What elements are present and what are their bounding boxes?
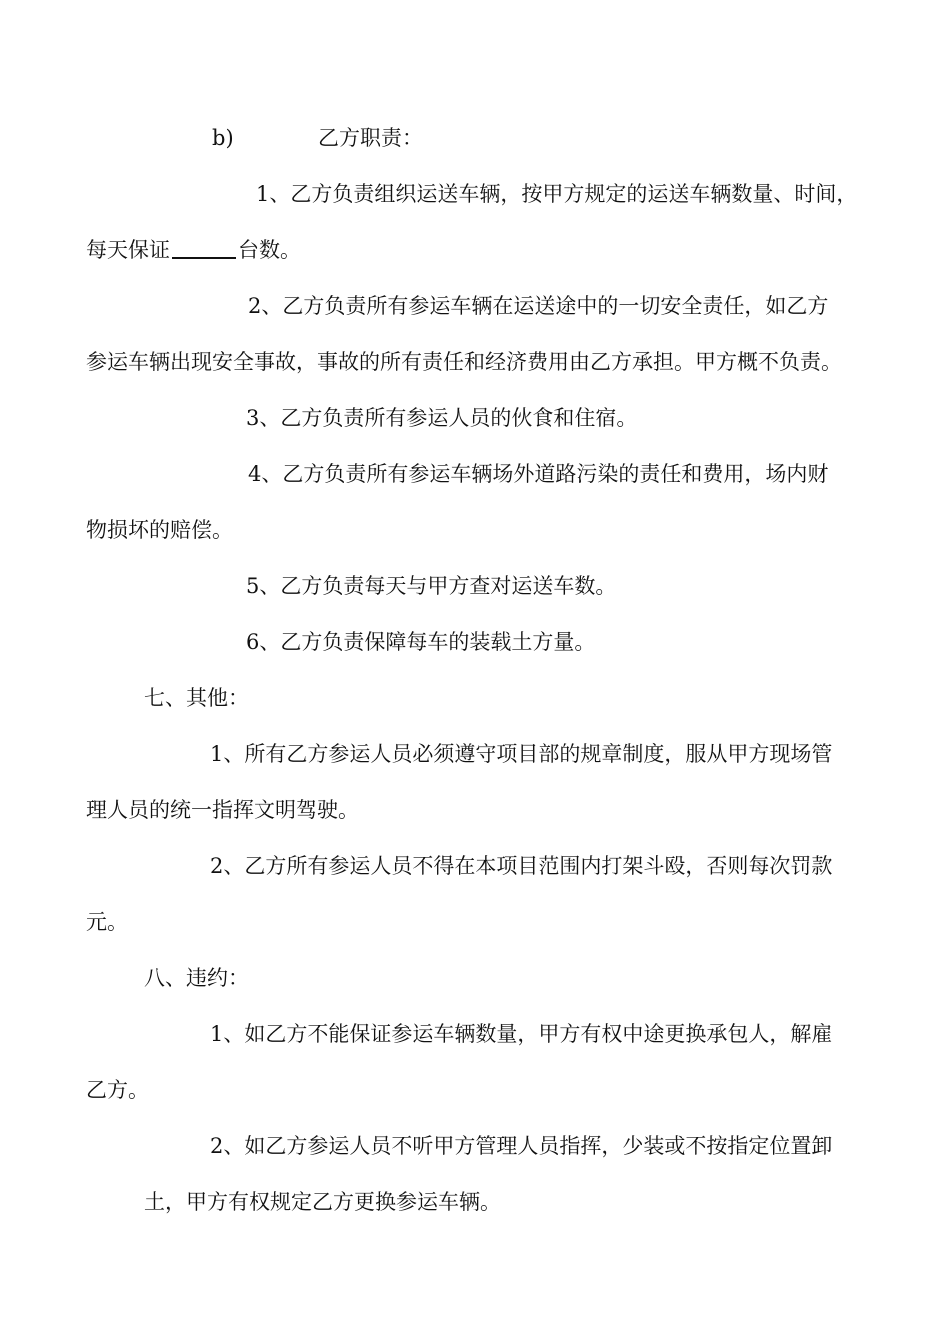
b-item-3: 3、乙方负责所有参运人员的伙食和住宿。 [246, 406, 638, 430]
seven-item-1-line2: 理人员的统一指挥文明驾驶。 [86, 798, 359, 822]
b-item-4-line2: 物损坏的赔偿。 [86, 518, 233, 542]
eight-item-2-line2: 土，甲方有权规定乙方更换参运车辆。 [144, 1190, 501, 1214]
b-item-2-line1: 2、乙方负责所有参运车辆在运送途中的一切安全责任，如乙方 [248, 294, 829, 318]
b-item-5: 5、乙方负责每天与甲方查对运送车数。 [246, 574, 617, 598]
eight-item-1-line2: 乙方。 [86, 1078, 149, 1102]
seven-item-2-line2: 元。 [86, 910, 128, 934]
b-item-1-line2: 每天保证 台数。 [86, 238, 301, 262]
eight-item-1-line1: 1、如乙方不能保证参运车辆数量，甲方有权中途更换承包人，解雇 [210, 1022, 833, 1046]
b-item-4-line1: 4、乙方负责所有参运车辆场外道路污染的责任和费用，场内财 [248, 462, 829, 486]
section-seven-heading: 七、其他： [144, 686, 249, 710]
section-b-marker: b) [212, 126, 234, 150]
seven-item-1-line1: 1、所有乙方参运人员必须遵守项目部的规章制度，服从甲方现场管 [210, 742, 833, 766]
b-item-1-line1: 1、乙方负责组织运送车辆，按甲方规定的运送车辆数量、时间， [256, 182, 858, 206]
seven-item-2-line1: 2、乙方所有参运人员不得在本项目范围内打架斗殴，否则每次罚款 [210, 854, 833, 878]
fill-in-blank [172, 237, 236, 259]
b-item-2-line2: 参运车辆出现安全事故，事故的所有责任和经济费用由乙方承担。甲方概不负责。 [86, 350, 842, 374]
b-item-6: 6、乙方负责保障每车的装载土方量。 [246, 630, 596, 654]
section-eight-heading: 八、违约： [144, 966, 249, 990]
eight-item-2-line1: 2、如乙方参运人员不听甲方管理人员指挥，少装或不按指定位置卸 [210, 1134, 833, 1158]
section-b-title: 乙方职责： [318, 126, 423, 150]
